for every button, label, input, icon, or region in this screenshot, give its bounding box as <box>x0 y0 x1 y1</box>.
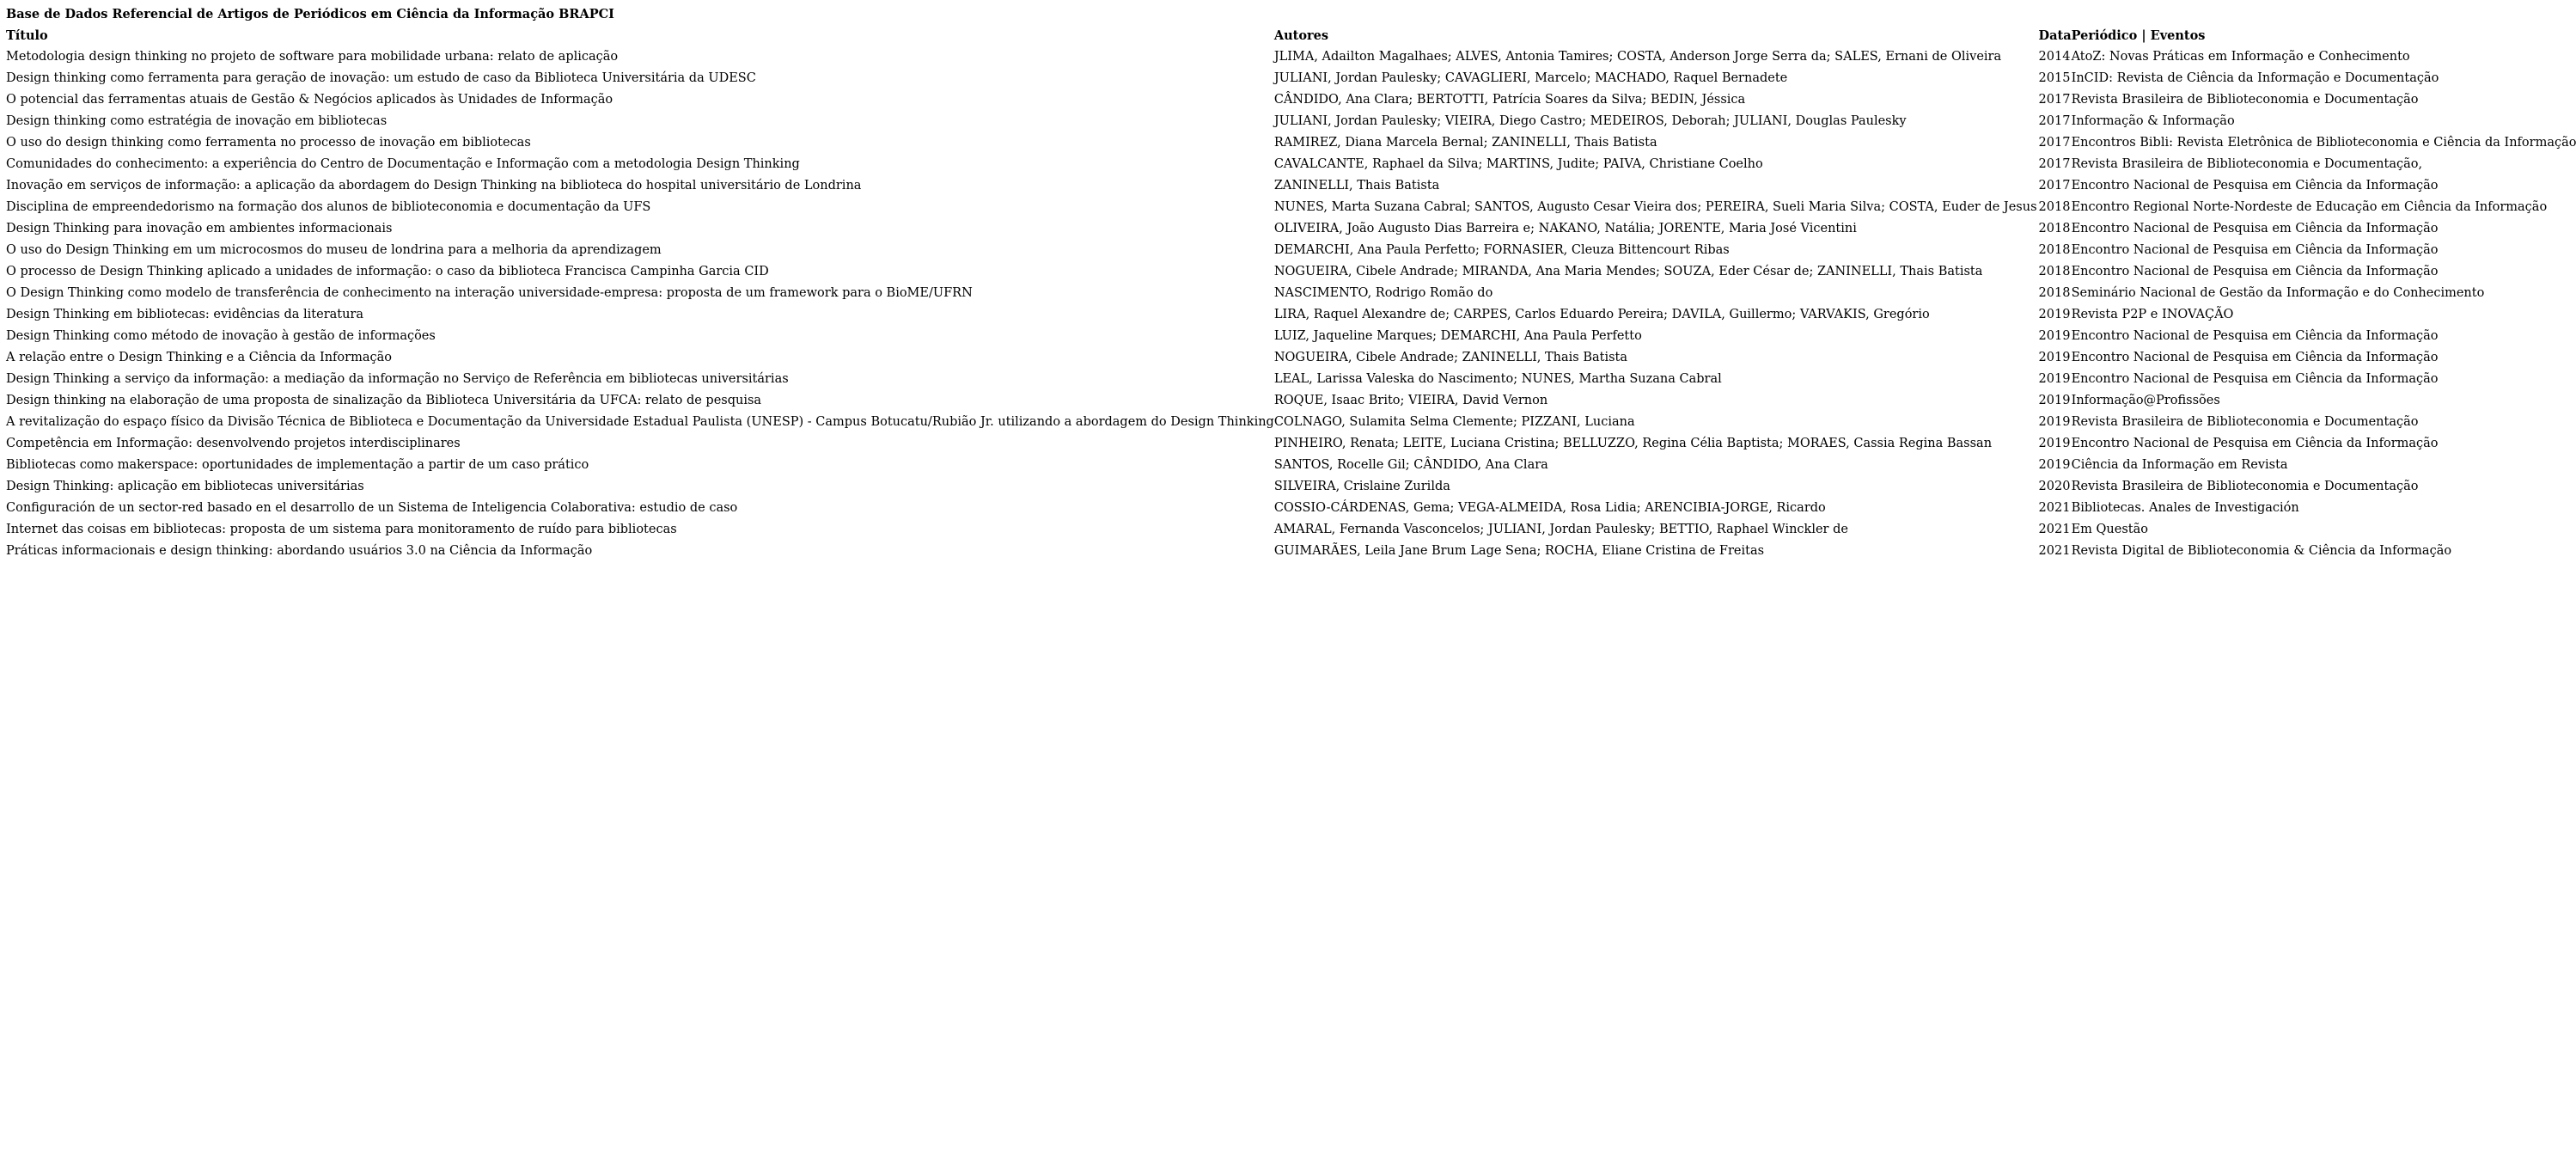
cell-titulo: Design thinking como ferramenta para geração de inovação: um estudo de caso da Biblioteca Universitária da UDESC <box>6 71 756 85</box>
records-table <box>6 25 2576 562</box>
table-row <box>6 89 2576 111</box>
cell-data: 2017 <box>2038 93 2071 107</box>
cell-autores: SILVEIRA, Crislaine Zurilda <box>1273 480 1450 493</box>
table-row <box>6 326 2576 347</box>
cell-autores: GUIMARÃES, Leila Jane Brum Lage Sena; ROCHA, Eliane Cristina de Freitas <box>1273 544 1765 558</box>
cell-data: 2015 <box>2038 71 2071 85</box>
cell-periodico: Encontro Nacional de Pesquisa em Ciência da Informação <box>2071 351 2439 364</box>
cell-periodico: Encontro Nacional de Pesquisa em Ciência da Informação <box>2071 179 2439 193</box>
cell-data: 2018 <box>2038 265 2071 278</box>
table-row <box>6 455 2576 476</box>
cell-periodico: Revista Brasileira de Biblioteconomia e Documentação <box>2071 480 2419 493</box>
cell-data: 2014 <box>2038 50 2071 64</box>
cell-autores: LEAL, Larissa Valeska do Nascimento; NUNES, Martha Suzana Cabral <box>1273 372 1722 386</box>
cell-autores: JULIANI, Jordan Paulesky; CAVAGLIERI, Marcelo; MACHADO, Raquel Bernadete <box>1273 71 1788 85</box>
cell-data: 2019 <box>2038 351 2071 364</box>
cell-titulo: O potencial das ferramentas atuais de Gestão & Negócios aplicados às Unidades de Informação <box>6 93 613 107</box>
cell-autores: NUNES, Marta Suzana Cabral; SANTOS, Augusto Cesar Vieira dos; PEREIRA, Sueli Maria Silva; COSTA, Euder de Jesus <box>1273 200 2037 214</box>
cell-titulo: Práticas informacionais e design thinking: abordando usuários 3.0 na Ciência da Informação <box>6 544 593 558</box>
cell-periodico: Seminário Nacional de Gestão da Informação e do Conhecimento <box>2071 286 2485 300</box>
cell-titulo: A relação entre o Design Thinking e a Ciência da Informação <box>6 351 392 364</box>
cell-data: 2017 <box>2038 157 2071 171</box>
table-row <box>6 261 2576 283</box>
cell-autores: JLIMA, Adailton Magalhaes; ALVES, Antonia Tamires; COSTA, Anderson Jorge Serra da; SALES, Ernani de Oliveira <box>1273 50 2002 64</box>
table-row <box>6 519 2576 541</box>
table-row <box>6 197 2576 218</box>
cell-autores: JULIANI, Jordan Paulesky; VIEIRA, Diego Castro; MEDEIROS, Deborah; JULIANI, Douglas Paulesky <box>1273 114 1907 128</box>
cell-periodico: Informação@Profissões <box>2071 394 2220 407</box>
cell-titulo: Design Thinking para inovação em ambientes informacionais <box>6 222 393 236</box>
cell-autores: NASCIMENTO, Rodrigo Romão do <box>1273 286 1493 300</box>
cell-autores: COSSIO-CÁRDENAS, Gema; VEGA-ALMEIDA, Rosa Lidia; ARENCIBIA-JORGE, Ricardo <box>1273 501 1826 515</box>
cell-titulo: Design Thinking em bibliotecas: evidências da literatura <box>6 308 364 321</box>
cell-data: 2018 <box>2038 200 2071 214</box>
cell-autores: RAMIREZ, Diana Marcela Bernal; ZANINELLI, Thais Batista <box>1273 136 1657 150</box>
cell-periodico: Encontro Nacional de Pesquisa em Ciência da Informação <box>2071 437 2439 450</box>
table-row <box>6 541 2576 562</box>
cell-data: 2017 <box>2038 179 2071 193</box>
cell-autores: SANTOS, Rocelle Gil; CÂNDIDO, Ana Clara <box>1273 458 1548 472</box>
cell-periodico: Em Questão <box>2071 523 2148 536</box>
cell-periodico: Encontro Nacional de Pesquisa em Ciência da Informação <box>2071 222 2439 236</box>
cell-titulo: Design Thinking como método de inovação à gestão de informações <box>6 329 436 343</box>
cell-data: 2021 <box>2038 544 2071 558</box>
table-row <box>6 111 2576 132</box>
cell-titulo: O processo de Design Thinking aplicado a unidades de informação: o caso da biblioteca Francisca Campinha Garcia CID <box>6 265 769 278</box>
cell-data: 2019 <box>2038 329 2071 343</box>
cell-autores: NOGUEIRA, Cibele Andrade; MIRANDA, Ana Maria Mendes; SOUZA, Eder César de; ZANINELLI, Thais Batista <box>1273 265 1983 278</box>
column-header-titulo: Título <box>6 28 48 43</box>
cell-periodico: AtoZ: Novas Práticas em Informação e Conhecimento <box>2071 50 2410 64</box>
page-title: Base de Dados Referencial de Artigos de Periódicos em Ciência da Informação BRAPCI <box>6 7 614 21</box>
cell-titulo: Disciplina de empreendedorismo na formação dos alunos de biblioteconomia e documentação da UFS <box>6 200 651 214</box>
cell-autores: NOGUEIRA, Cibele Andrade; ZANINELLI, Thais Batista <box>1273 351 1628 364</box>
cell-titulo: Internet das coisas em bibliotecas: proposta de um sistema para monitoramento de ruído para bibliotecas <box>6 523 677 536</box>
cell-autores: ROQUE, Isaac Brito; VIEIRA, David Vernon <box>1273 394 1548 407</box>
cell-data: 2019 <box>2038 437 2071 450</box>
cell-autores: ZANINELLI, Thais Batista <box>1273 179 1440 193</box>
cell-titulo: Design thinking como estratégia de inovação em bibliotecas <box>6 114 388 128</box>
table-row <box>6 476 2576 498</box>
cell-autores: PINHEIRO, Renata; LEITE, Luciana Cristina; BELLUZZO, Regina Célia Baptista; MORAES, Cassia Regina Bassan <box>1273 437 1993 450</box>
cell-titulo: A revitalização do espaço físico da Divisão Técnica de Biblioteca e Documentação da Universidade Estadual Paulista (UNESP) - Campus Botucatu/Rubião Jr. utilizando a abordagem do Design Thinking <box>6 415 1274 429</box>
cell-titulo: O Design Thinking como modelo de transferência de conhecimento na interação universidade-empresa: proposta de um framework para o BioME/UFRN <box>6 286 973 300</box>
table-body <box>6 46 2576 562</box>
table-row <box>6 283 2576 304</box>
table-row <box>6 46 2576 68</box>
cell-titulo: Inovação em serviços de informação: a aplicação da abordagem do Design Thinking na biblioteca do hospital universitário de Londrina <box>6 179 862 193</box>
table-row <box>6 304 2576 326</box>
cell-periodico: Revista Digital de Biblioteconomia & Ciência da Informação <box>2071 544 2452 558</box>
cell-periodico: Revista Brasileira de Biblioteconomia e Documentação <box>2071 93 2419 107</box>
table-header <box>6 25 2576 46</box>
cell-titulo: Competência em Informação: desenvolvendo projetos interdisciplinares <box>6 437 461 450</box>
cell-titulo: Design Thinking a serviço da informação: a mediação da informação no Serviço de Referência em bibliotecas universitárias <box>6 372 789 386</box>
cell-periodico: Revista Brasileira de Biblioteconomia e Documentação, <box>2071 157 2423 171</box>
cell-titulo: O uso do design thinking como ferramenta no processo de inovação em bibliotecas <box>6 136 531 150</box>
cell-periodico: Informação & Informação <box>2071 114 2235 128</box>
cell-periodico: Revista P2P e INOVAÇÃO <box>2071 308 2234 321</box>
table-row <box>6 498 2576 519</box>
cell-data: 2019 <box>2038 458 2071 472</box>
cell-autores: AMARAL, Fernanda Vasconcelos; JULIANI, Jordan Paulesky; BETTIO, Raphael Winckler de <box>1273 523 1848 536</box>
cell-autores: DEMARCHI, Ana Paula Perfetto; FORNASIER, Cleuza Bittencourt Ribas <box>1273 243 1730 257</box>
cell-autores: LUIZ, Jaqueline Marques; DEMARCHI, Ana Paula Perfetto <box>1273 329 1642 343</box>
cell-periodico: Encontro Nacional de Pesquisa em Ciência da Informação <box>2071 265 2439 278</box>
cell-periodico: Ciência da Informação em Revista <box>2071 458 2288 472</box>
cell-periodico: Encontro Regional Norte-Nordeste de Educação em Ciência da Informação <box>2071 200 2548 214</box>
cell-periodico: Encontros Bibli: Revista Eletrônica de Biblioteconomia e Ciência da Informação <box>2071 136 2576 150</box>
cell-titulo: O uso do Design Thinking em um microcosmos do museu de londrina para a melhoria da aprendizagem <box>6 243 662 257</box>
cell-autores: LIRA, Raquel Alexandre de; CARPES, Carlos Eduardo Pereira; DAVILA, Guillermo; VARVAKIS, Gregório <box>1273 308 1930 321</box>
cell-titulo: Design Thinking: aplicação em bibliotecas universitárias <box>6 480 364 493</box>
table-row <box>6 347 2576 369</box>
cell-data: 2018 <box>2038 286 2071 300</box>
cell-periodico: Revista Brasileira de Biblioteconomia e Documentação <box>2071 415 2419 429</box>
cell-data: 2019 <box>2038 372 2071 386</box>
table-row <box>6 132 2576 154</box>
cell-titulo: Metodologia design thinking no projeto de software para mobilidade urbana: relato de aplicação <box>6 50 619 64</box>
cell-data: 2021 <box>2038 523 2071 536</box>
cell-titulo: Configuración de un sector-red basado en el desarrollo de un Sistema de Inteligencia Colaborativa: estudio de caso <box>6 501 738 515</box>
header-row <box>6 25 2576 46</box>
document-page <box>0 0 2576 562</box>
cell-data: 2019 <box>2038 394 2071 407</box>
cell-autores: CÂNDIDO, Ana Clara; BERTOTTI, Patrícia Soares da Silva; BEDIN, Jéssica <box>1273 93 1746 107</box>
cell-autores: COLNAGO, Sulamita Selma Clemente; PIZZANI, Luciana <box>1273 415 1635 429</box>
cell-autores: OLIVEIRA, João Augusto Dias Barreira e; NAKANO, Natália; JORENTE, Maria José Vicentini <box>1273 222 1857 236</box>
table-row <box>6 218 2576 240</box>
cell-titulo: Comunidades do conhecimento: a experiência do Centro de Documentação e Informação com a metodologia Design Thinking <box>6 157 800 171</box>
table-row <box>6 369 2576 390</box>
cell-titulo: Bibliotecas como makerspace: oportunidades de implementação a partir de um caso prático <box>6 458 589 472</box>
table-row <box>6 68 2576 89</box>
cell-data: 2018 <box>2038 243 2071 257</box>
table-row <box>6 412 2576 433</box>
cell-data: 2018 <box>2038 222 2071 236</box>
cell-periodico: Bibliotecas. Anales de Investigación <box>2071 501 2299 515</box>
cell-titulo: Design thinking na elaboração de uma proposta de sinalização da Biblioteca Universitária da UFCA: relato de pesquisa <box>6 394 762 407</box>
cell-periodico: Encontro Nacional de Pesquisa em Ciência da Informação <box>2071 372 2439 386</box>
cell-periodico: Encontro Nacional de Pesquisa em Ciência da Informação <box>2071 329 2439 343</box>
column-header-autores: Autores <box>1273 28 1329 43</box>
cell-data: 2020 <box>2038 480 2071 493</box>
column-header-data: Data <box>2038 28 2072 43</box>
cell-periodico: Encontro Nacional de Pesquisa em Ciência da Informação <box>2071 243 2439 257</box>
table-row <box>6 433 2576 455</box>
table-row <box>6 390 2576 412</box>
cell-periodico: InCID: Revista de Ciência da Informação e Documentação <box>2071 71 2439 85</box>
table-row <box>6 175 2576 197</box>
cell-data: 2021 <box>2038 501 2071 515</box>
cell-autores: CAVALCANTE, Raphael da Silva; MARTINS, Judite; PAIVA, Christiane Coelho <box>1273 157 1763 171</box>
cell-data: 2019 <box>2038 415 2071 429</box>
cell-data: 2017 <box>2038 114 2071 128</box>
cell-data: 2017 <box>2038 136 2071 150</box>
cell-data: 2019 <box>2038 308 2071 321</box>
column-header-periodico: Periódico | Eventos <box>2071 28 2206 43</box>
table-row <box>6 240 2576 261</box>
table-row <box>6 154 2576 175</box>
